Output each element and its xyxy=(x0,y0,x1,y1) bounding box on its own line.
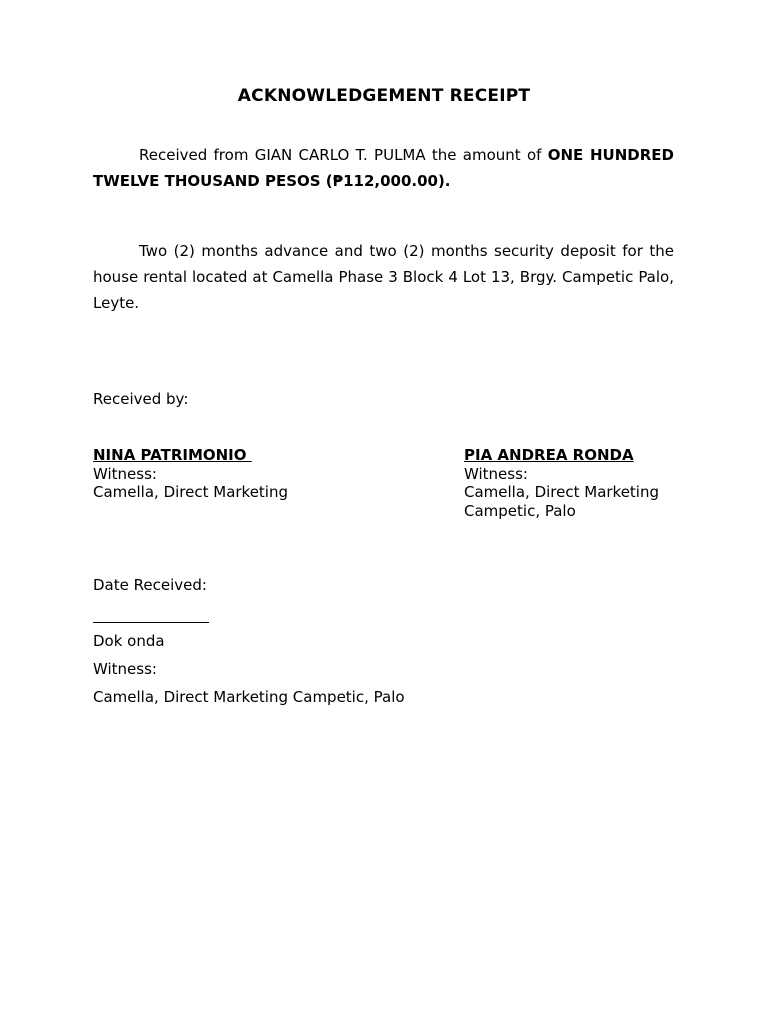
signatory-role: Witness: xyxy=(464,464,528,483)
signatory-block-left xyxy=(93,446,288,502)
signatory-address: Camella, Direct Marketing xyxy=(93,483,289,501)
date-received-label: Date Received: xyxy=(93,576,207,594)
receipt-statement-intro: Received from GIAN CARLO T. PULMA the amount of xyxy=(139,146,548,164)
signatory-address-line2: Campetic, Palo xyxy=(464,501,576,520)
received-by-label: Received by: xyxy=(93,390,189,408)
third-signatory-address: Camella, Direct Marketing Campetic, Palo xyxy=(93,688,405,706)
signatory-block-right xyxy=(464,446,659,520)
signatory-address: Camella, Direct Marketing xyxy=(464,483,660,501)
document-title: ACKNOWLEDGEMENT RECEIPT xyxy=(237,86,531,106)
receipt-amount: ONE HUNDRED TWELVE THOUSAND PESOS (₱112,000.00). xyxy=(93,146,674,190)
third-signatory-name: Dok onda xyxy=(93,632,165,650)
signatory-role: Witness: xyxy=(93,464,157,483)
signatory-name: PIA ANDREA RONDA xyxy=(464,446,634,464)
signatory-name: NINA PATRIMONIO xyxy=(93,446,252,464)
date-signature-line xyxy=(93,612,209,623)
receipt-statement xyxy=(93,142,674,194)
receipt-purpose: Two (2) months advance and two (2) months security deposit for the house rental located at Camella Phase 3 Block 4 Lot 13, Brgy. Campetic Palo, Leyte. xyxy=(93,242,674,312)
third-signatory-role: Witness: xyxy=(93,660,157,678)
